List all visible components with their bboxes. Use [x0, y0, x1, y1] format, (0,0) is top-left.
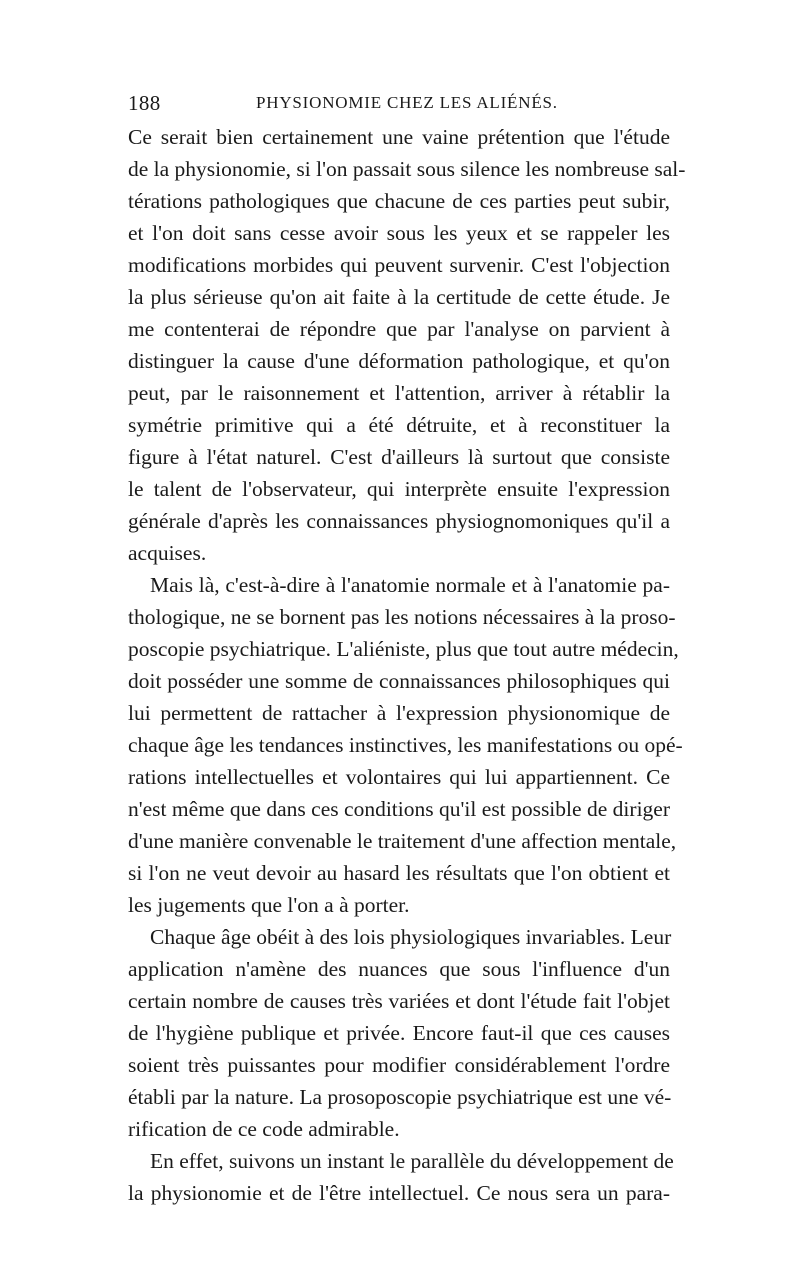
text-line: figure à l'état naturel. C'est d'ailleurs là surtout que consiste [128, 445, 670, 469]
text-line: et l'on doit sans cesse avoir sous les yeux et se rappeler les [128, 221, 670, 245]
text-line: me contenterai de répondre que par l'analyse on parvient à [128, 317, 670, 341]
text-line: rification de ce code admirable. [128, 1117, 400, 1141]
text-line: chaque âge les tendances instinctives, les manifestations ou opé- [128, 733, 683, 757]
body-text [128, 121, 686, 1209]
text-line: acquises. [128, 541, 207, 565]
text-line: si l'on ne veut devoir au hasard les résultats que l'on obtient et [128, 861, 670, 885]
text-line: de l'hygiène publique et privée. Encore faut-il que ces causes [128, 1021, 670, 1045]
text-line: rations intellectuelles et volontaires qui lui appartiennent. Ce [128, 765, 670, 789]
text-line: modifications morbides qui peuvent survenir. C'est l'objection [128, 253, 670, 277]
text-line: térations pathologiques que chacune de ces parties peut subir, [128, 189, 670, 213]
running-head [128, 91, 670, 117]
text-line: la plus sérieuse qu'on ait faite à la certitude de cette étude. Je [128, 285, 670, 309]
text-line: En effet, suivons un instant le parallèle du développement de [150, 1149, 674, 1173]
text-line: soient très puissantes pour modifier considérablement l'ordre [128, 1053, 670, 1077]
text-line: Mais là, c'est-à-dire à l'anatomie normale et à l'anatomie pa- [150, 573, 670, 597]
running-title: PHYSIONOMIE CHEZ LES ALIÉNÉS. [256, 93, 558, 112]
text-line: n'est même que dans ces conditions qu'il est possible de diriger [128, 797, 670, 821]
text-line: d'une manière convenable le traitement d'une affection mentale, [128, 829, 677, 853]
text-line: lui permettent de rattacher à l'expression physionomique de [128, 701, 670, 725]
text-line: la physionomie et de l'être intellectuel. Ce nous sera un para- [128, 1181, 670, 1205]
text-line: de la physionomie, si l'on passait sous silence les nombreuse sal- [128, 157, 686, 181]
text-line: application n'amène des nuances que sous l'influence d'un [128, 957, 670, 981]
text-line: doit posséder une somme de connaissances philosophiques qui [128, 669, 670, 693]
text-line: peut, par le raisonnement et l'attention, arriver à rétablir la [128, 381, 670, 405]
text-line: distinguer la cause d'une déformation pathologique, et qu'on [128, 349, 670, 373]
text-line: générale d'après les connaissances physiognomoniques qu'il a [128, 509, 670, 533]
text-line: Chaque âge obéit à des lois physiologiques invariables. Leur [150, 925, 672, 949]
text-line: le talent de l'observateur, qui interprète ensuite l'expression [128, 477, 670, 501]
page-number: 188 [128, 91, 161, 115]
text-line: symétrie primitive qui a été détruite, et à reconstituer la [128, 413, 670, 437]
text-line: les jugements que l'on a à porter. [128, 893, 410, 917]
text-line: thologique, ne se bornent pas les notions nécessaires à la proso- [128, 605, 676, 629]
text-line: poscopie psychiatrique. L'aliéniste, plus que tout autre médecin, [128, 637, 679, 661]
text-line: Ce serait bien certainement une vaine prétention que l'étude [128, 125, 670, 149]
text-line: établi par la nature. La prosoposcopie psychiatrique est une vé- [128, 1085, 672, 1109]
text-line: certain nombre de causes très variées et dont l'étude fait l'objet [128, 989, 670, 1013]
